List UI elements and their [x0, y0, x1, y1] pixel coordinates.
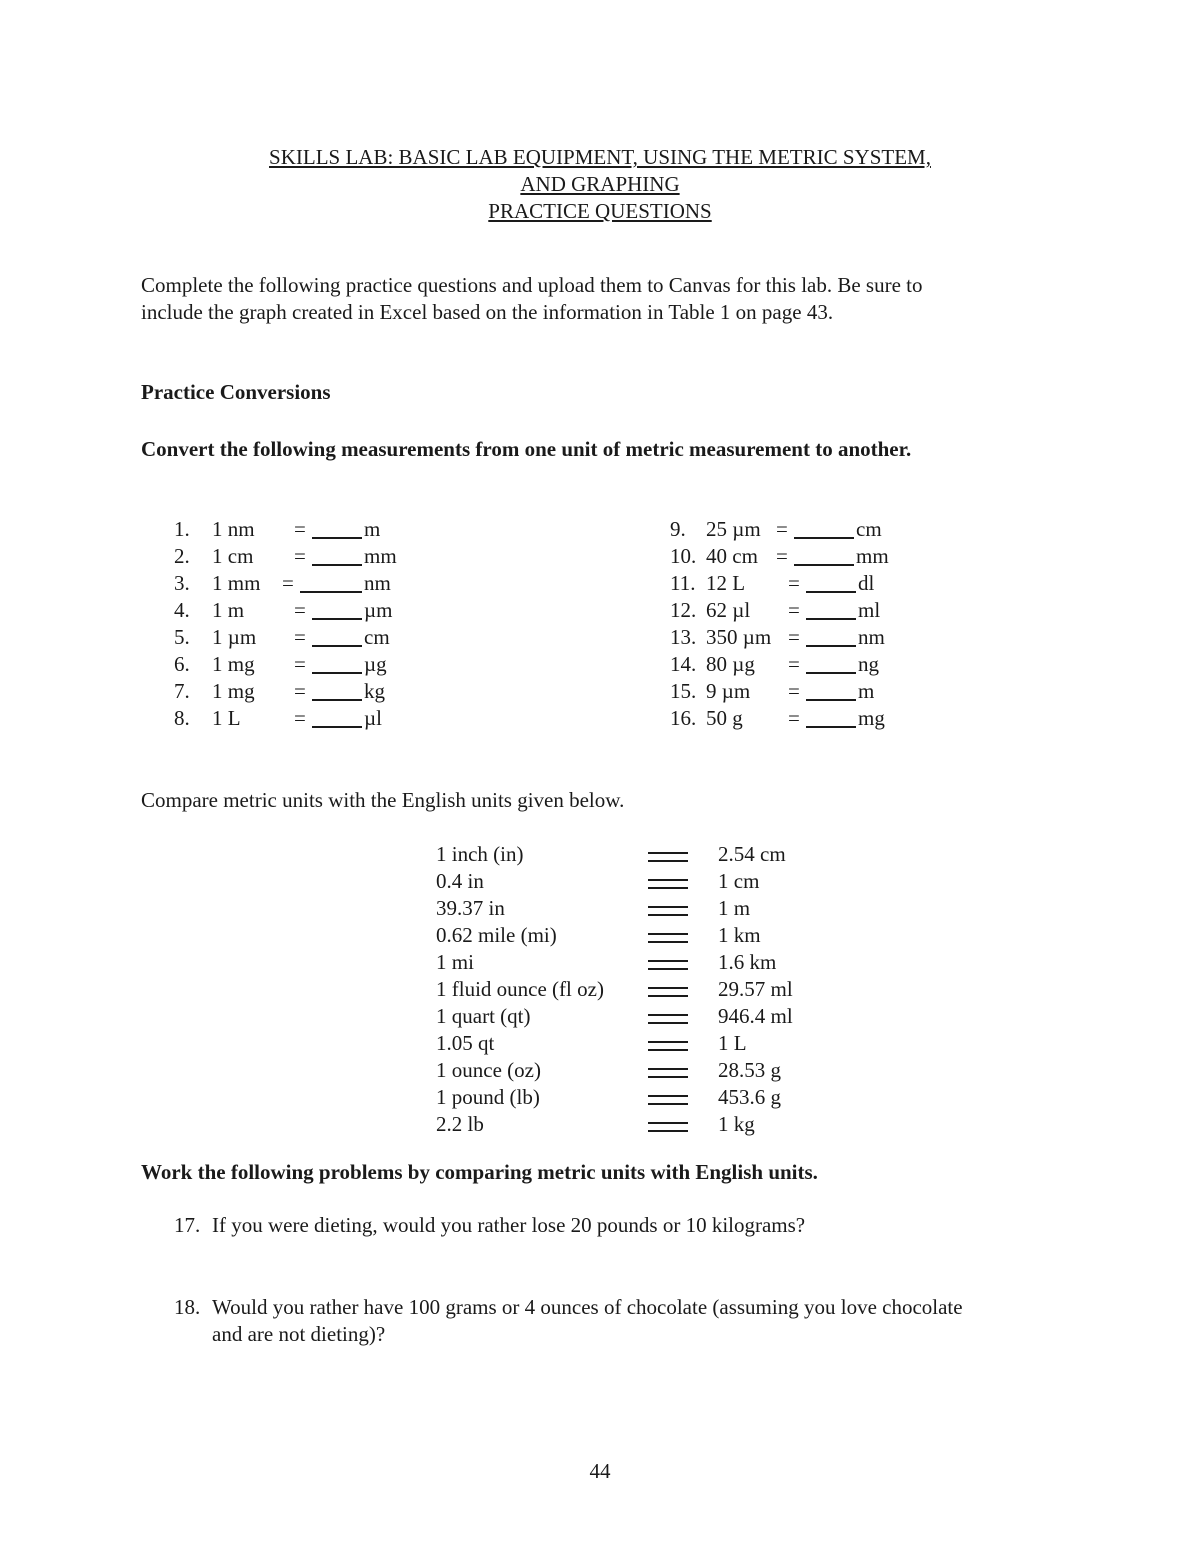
- equivalence-symbol: [648, 1014, 688, 1024]
- item-unit: µm: [364, 598, 393, 622]
- metric-unit: 1 kg: [718, 1112, 755, 1136]
- item-value: 1 mg: [212, 652, 255, 676]
- page-number: 44: [589, 1459, 611, 1483]
- equivalent-row: [436, 949, 836, 976]
- answer-blank[interactable]: [312, 705, 362, 728]
- english-unit: 1 mi: [436, 950, 474, 974]
- metric-unit: 29.57 ml: [718, 977, 793, 1001]
- question-number: 17.: [174, 1213, 201, 1237]
- equivalent-row: [436, 1084, 836, 1111]
- item-number: 4.: [174, 598, 190, 622]
- english-unit: 2.2 lb: [436, 1112, 484, 1136]
- title-line-1: SKILLS LAB: BASIC LAB EQUIPMENT, USING THE METRIC SYSTEM,: [269, 145, 931, 169]
- equals-sign: =: [788, 679, 800, 703]
- item-unit: cm: [364, 625, 390, 649]
- item-number: 11.: [670, 571, 696, 595]
- item-value: 40 cm: [706, 544, 758, 568]
- item-unit: dl: [858, 571, 875, 595]
- answer-blank[interactable]: [806, 624, 856, 647]
- equivalent-row: [436, 1030, 836, 1057]
- equivalent-row: [436, 1111, 836, 1138]
- equivalent-row: [436, 841, 836, 868]
- english-unit: 1 ounce (oz): [436, 1058, 541, 1082]
- item-unit: m: [858, 679, 875, 703]
- answer-blank[interactable]: [806, 570, 856, 593]
- document-title: [0, 144, 1200, 225]
- conversion-instruction: Convert the following measurements from one unit of metric measurement to another.: [141, 437, 912, 461]
- metric-unit: 1 m: [718, 896, 751, 920]
- answer-blank[interactable]: [312, 597, 362, 620]
- metric-unit: 1.6 km: [718, 950, 777, 974]
- equals-sign: =: [788, 598, 800, 622]
- equivalence-symbol: [648, 1122, 688, 1132]
- item-value: 1 µm: [212, 625, 257, 649]
- equals-sign: =: [294, 598, 306, 622]
- equivalent-row: [436, 1003, 836, 1030]
- english-unit: 39.37 in: [436, 896, 505, 920]
- item-value: 1 m: [212, 598, 245, 622]
- english-unit: 1 pound (lb): [436, 1085, 540, 1109]
- item-number: 13.: [670, 625, 697, 649]
- item-number: 14.: [670, 652, 697, 676]
- equals-sign: =: [282, 571, 294, 595]
- metric-unit: 946.4 ml: [718, 1004, 793, 1028]
- answer-blank[interactable]: [806, 705, 856, 728]
- item-number: 8.: [174, 706, 190, 730]
- answer-blank[interactable]: [300, 570, 362, 593]
- answer-blank[interactable]: [312, 624, 362, 647]
- metric-unit: 1 cm: [718, 869, 760, 893]
- equals-sign: =: [788, 625, 800, 649]
- title-line-2: AND GRAPHING: [520, 172, 680, 196]
- equals-sign: =: [294, 706, 306, 730]
- answer-blank[interactable]: [794, 543, 854, 566]
- english-unit: 1 fluid ounce (fl oz): [436, 977, 604, 1001]
- item-value: 25 µm: [706, 517, 761, 541]
- answer-blank[interactable]: [312, 516, 362, 539]
- equivalence-symbol: [648, 852, 688, 862]
- equals-sign: =: [788, 706, 800, 730]
- answer-blank[interactable]: [312, 651, 362, 674]
- equals-sign: =: [776, 544, 788, 568]
- item-unit: m: [364, 517, 381, 541]
- item-value: 1 mg: [212, 679, 255, 703]
- item-unit: µl: [364, 706, 382, 730]
- intro-paragraph: Complete the following practice questions and upload them to Canvas for this lab. Be sure to include the graph created in Excel based on the information in Table 1 on page 43.: [141, 273, 923, 324]
- equivalent-row: [436, 976, 836, 1003]
- item-number: 6.: [174, 652, 190, 676]
- item-value: 1 cm: [212, 544, 254, 568]
- equivalent-row: [436, 922, 836, 949]
- item-unit: mm: [364, 544, 397, 568]
- english-unit: 0.4 in: [436, 869, 484, 893]
- section-heading: Practice Conversions: [141, 380, 331, 404]
- answer-blank[interactable]: [806, 651, 856, 674]
- item-unit: kg: [364, 679, 385, 703]
- equals-sign: =: [788, 652, 800, 676]
- item-unit: µg: [364, 652, 387, 676]
- item-unit: nm: [858, 625, 885, 649]
- question-text: If you were dieting, would you rather lose 20 pounds or 10 kilograms?: [212, 1213, 806, 1237]
- answer-blank[interactable]: [806, 678, 856, 701]
- english-unit: 1 quart (qt): [436, 1004, 531, 1028]
- work-problems-heading: Work the following problems by comparing metric units with English units.: [141, 1160, 818, 1184]
- item-number: 5.: [174, 625, 190, 649]
- equivalents-table: [436, 841, 836, 1138]
- item-number: 16.: [670, 706, 697, 730]
- equivalence-symbol: [648, 906, 688, 916]
- equivalence-symbol: [648, 879, 688, 889]
- english-unit: 1 inch (in): [436, 842, 524, 866]
- item-number: 10.: [670, 544, 697, 568]
- equivalent-row: [436, 895, 836, 922]
- equals-sign: =: [776, 517, 788, 541]
- metric-unit: 2.54 cm: [718, 842, 786, 866]
- question-number: 18.: [174, 1295, 201, 1319]
- item-value: 62 µl: [706, 598, 751, 622]
- equals-sign: =: [294, 625, 306, 649]
- equivalence-symbol: [648, 960, 688, 970]
- item-unit: ml: [858, 598, 881, 622]
- title-line-3: PRACTICE QUESTIONS: [488, 199, 712, 223]
- item-unit: nm: [364, 571, 391, 595]
- item-value: 1 L: [212, 706, 241, 730]
- item-value: 12 L: [706, 571, 746, 595]
- compare-intro: Compare metric units with the English units given below.: [141, 788, 625, 812]
- equals-sign: =: [294, 652, 306, 676]
- item-number: 7.: [174, 679, 190, 703]
- metric-unit: 1 L: [718, 1031, 747, 1055]
- item-unit: ng: [858, 652, 879, 676]
- item-unit: mm: [856, 544, 889, 568]
- equivalence-symbol: [648, 1041, 688, 1051]
- item-value: 80 µg: [706, 652, 755, 676]
- item-number: 9.: [670, 517, 686, 541]
- equivalent-row: [436, 868, 836, 895]
- answer-blank[interactable]: [806, 597, 856, 620]
- equivalence-symbol: [648, 1068, 688, 1078]
- equivalence-symbol: [648, 1095, 688, 1105]
- item-unit: mg: [858, 706, 885, 730]
- equivalent-row: [436, 1057, 836, 1084]
- answer-blank[interactable]: [312, 678, 362, 701]
- answer-blank[interactable]: [312, 543, 362, 566]
- item-value: 9 µm: [706, 679, 751, 703]
- item-value: 1 nm: [212, 517, 255, 541]
- question-text: Would you rather have 100 grams or 4 ounces of chocolate (assuming you love chocolate and are not dieting)?: [212, 1295, 963, 1346]
- equivalence-symbol: [648, 987, 688, 997]
- item-number: 2.: [174, 544, 190, 568]
- answer-blank[interactable]: [794, 516, 854, 539]
- item-number: 12.: [670, 598, 697, 622]
- item-number: 3.: [174, 571, 190, 595]
- metric-unit: 28.53 g: [718, 1058, 781, 1082]
- equals-sign: =: [294, 517, 306, 541]
- item-value: 350 µm: [706, 625, 772, 649]
- metric-unit: 453.6 g: [718, 1085, 781, 1109]
- english-unit: 1.05 qt: [436, 1031, 495, 1055]
- item-value: 50 g: [706, 706, 743, 730]
- metric-unit: 1 km: [718, 923, 761, 947]
- equals-sign: =: [788, 571, 800, 595]
- item-unit: cm: [856, 517, 882, 541]
- equals-sign: =: [294, 544, 306, 568]
- item-number: 15.: [670, 679, 697, 703]
- item-value: 1 mm: [212, 571, 261, 595]
- english-unit: 0.62 mile (mi): [436, 923, 557, 947]
- equals-sign: =: [294, 679, 306, 703]
- equivalence-symbol: [648, 933, 688, 943]
- item-number: 1.: [174, 517, 190, 541]
